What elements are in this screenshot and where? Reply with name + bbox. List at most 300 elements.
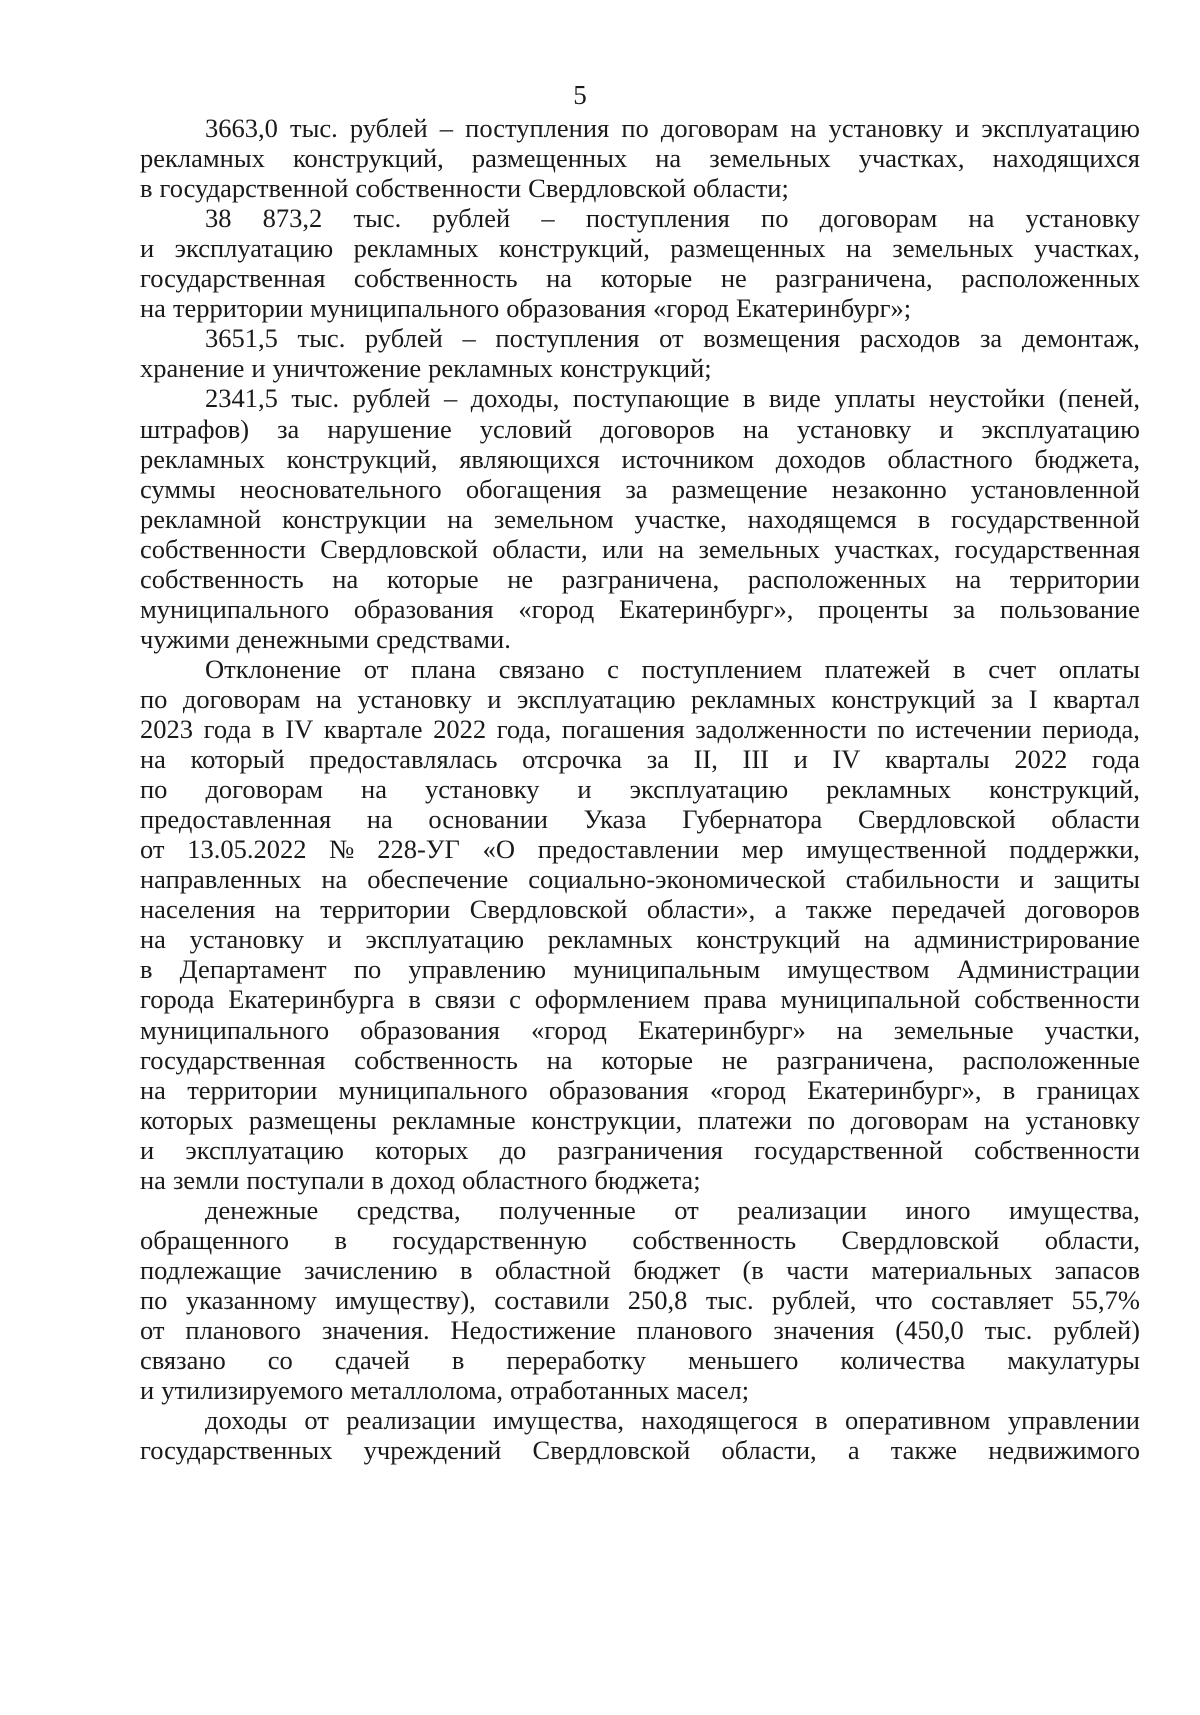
word: II, (693, 744, 718, 774)
word: рекламных (353, 233, 479, 263)
word: собственности (974, 1135, 1140, 1165)
word: рекламные (392, 1105, 516, 1135)
word: неосновательного (239, 474, 442, 504)
word: имущества, (493, 1405, 624, 1435)
word: и (793, 744, 808, 774)
word: что (874, 1285, 913, 1315)
word: установку (796, 414, 912, 444)
word: до (499, 1135, 527, 1165)
word: муниципального (338, 1075, 528, 1105)
word: тыс. (297, 323, 346, 353)
word: в (451, 1345, 465, 1375)
word: связано (140, 1345, 226, 1375)
word: эксплуатацию (174, 233, 334, 263)
word: установку (425, 774, 540, 804)
word: отработанных (510, 1375, 670, 1405)
word: установку (189, 924, 304, 954)
word: Свердловской (532, 1435, 691, 1465)
word: на (447, 504, 474, 534)
word: нарушение (327, 414, 452, 444)
word: плана (410, 654, 477, 684)
word: – (443, 383, 458, 413)
word: 228-УГ (377, 834, 460, 864)
word: и (955, 113, 970, 143)
word: города (140, 984, 215, 1014)
word: рублей (365, 323, 443, 353)
word: на (332, 564, 359, 594)
word: рекламных (826, 774, 952, 804)
word: по (140, 774, 168, 804)
word: установку (1025, 203, 1140, 233)
word: на (968, 203, 995, 233)
word: по (621, 113, 649, 143)
word: на (315, 684, 342, 714)
word: земельных (709, 143, 831, 173)
word: подлежащие (140, 1255, 282, 1285)
word: (пеней, (1058, 383, 1140, 413)
word: планового (185, 1315, 302, 1345)
word: государственную (392, 1225, 587, 1255)
word: собственности (355, 173, 522, 203)
word: договорам (850, 1105, 969, 1135)
word: государственная (954, 534, 1140, 564)
word: собственность (354, 1045, 518, 1075)
word: населения (140, 894, 256, 924)
text-line (140, 1164, 1140, 1196)
word: меньшего (687, 1345, 799, 1375)
word: защиты (1053, 864, 1140, 894)
word: пользование (999, 594, 1140, 624)
word: эксплуатацию (516, 684, 676, 714)
word: на (366, 804, 393, 834)
word: средства, (356, 1195, 461, 1225)
word: суммы (140, 474, 216, 504)
word: материальных (871, 1255, 1033, 1285)
word: части (786, 1255, 849, 1285)
word: квартал (1053, 684, 1140, 714)
word: мер (741, 834, 784, 864)
word: и (327, 924, 342, 954)
word: Свердловской (857, 804, 1016, 834)
word: тыс. (353, 203, 402, 233)
word: образования (506, 293, 646, 323)
word: а (774, 894, 787, 924)
word: за (646, 744, 669, 774)
word: от (674, 1195, 699, 1225)
word: собственность (353, 263, 518, 293)
word: договорам (660, 113, 779, 143)
word: области, (1044, 1225, 1140, 1255)
word: находящихся (992, 143, 1140, 173)
text-line (140, 1074, 1140, 1106)
text-line (140, 533, 1140, 565)
word: по (140, 684, 168, 714)
word: рублей (432, 203, 511, 233)
word: муниципального (140, 594, 330, 624)
word: и (140, 1375, 155, 1405)
text-line (140, 262, 1140, 294)
word: IV (832, 744, 861, 774)
word: связи (434, 984, 496, 1014)
word: земельном (493, 504, 614, 534)
word: поступления (585, 203, 730, 233)
text-line (205, 112, 1140, 144)
word: тыс. (291, 383, 340, 413)
word: незаконно (831, 474, 947, 504)
word: в (334, 1225, 347, 1255)
word: на (864, 924, 891, 954)
word: Екатеринбург», (807, 1075, 982, 1105)
word: участки, (1044, 1015, 1140, 1045)
word: который (190, 744, 285, 774)
word: размещение (671, 474, 808, 504)
word: на (140, 1165, 166, 1195)
text-line (205, 382, 1140, 414)
word: расположенные (962, 1045, 1140, 1075)
word: и (487, 684, 502, 714)
word: рублей (349, 113, 428, 143)
word: реализации (346, 1405, 476, 1435)
word: учреждений (363, 1435, 502, 1465)
word: территории (1009, 564, 1140, 594)
word: конструкций, (989, 774, 1140, 804)
word: сдачей (334, 1345, 410, 1375)
text-line (140, 593, 1140, 625)
word: участке, (634, 504, 727, 534)
word: истечении (915, 714, 1032, 744)
text-line (140, 923, 1140, 955)
word: кварталы (885, 744, 990, 774)
word: поступления (495, 323, 640, 353)
word: на (845, 233, 872, 263)
word: переработку (506, 1345, 647, 1375)
word: также (890, 1435, 958, 1465)
word: направленных (140, 864, 302, 894)
word: договорам (182, 684, 301, 714)
word: размещенных (471, 143, 628, 173)
word: макулатуры (1007, 1345, 1140, 1375)
word: 2341,5 (205, 383, 278, 413)
word: на (140, 924, 166, 954)
word: не (507, 564, 534, 594)
text-line (140, 352, 1140, 384)
word: бюджета, (1034, 444, 1140, 474)
word: и (140, 1135, 155, 1165)
word: платежи (697, 1105, 793, 1135)
text-line (140, 1434, 1140, 1466)
word: рублей, (772, 1285, 857, 1315)
word: 3663,0 (205, 113, 278, 143)
word: 2023 (140, 714, 193, 744)
word: земельные (893, 1015, 1014, 1045)
word: Свердловской (528, 173, 686, 203)
word: за (979, 323, 1003, 353)
word: – (541, 203, 555, 233)
word: администрирование (913, 924, 1140, 954)
word: в (917, 504, 931, 534)
word: 873,2 (262, 203, 323, 233)
word: виде (768, 383, 821, 413)
word: за (277, 414, 300, 444)
word: штрафов) (140, 414, 250, 444)
word: Екатеринбурга (228, 984, 395, 1014)
word: доходы (205, 1405, 288, 1435)
word: на (955, 564, 982, 594)
word: доходов (775, 444, 866, 474)
word: Отклонение (205, 654, 342, 684)
text-line (140, 413, 1140, 445)
word: установленной (970, 474, 1140, 504)
text-line (140, 1314, 1140, 1346)
word: муниципального (140, 1015, 330, 1045)
word: в (262, 714, 275, 744)
word: (в (742, 1255, 764, 1285)
word: проценты (818, 594, 929, 624)
word: планового (636, 1315, 753, 1345)
word: предоставленная (140, 804, 332, 834)
word: в (140, 954, 153, 984)
word: разграничения (557, 1135, 723, 1165)
text-line (140, 713, 1140, 745)
word: собственность (632, 1225, 797, 1255)
word: за (991, 684, 1014, 714)
text-line (140, 503, 1140, 535)
text-line (205, 653, 1140, 685)
word: от (659, 323, 684, 353)
text-line (205, 202, 1140, 234)
word: в (408, 984, 421, 1014)
word: от (304, 1405, 329, 1435)
word: количества (840, 1345, 966, 1375)
word: конструкций, (292, 143, 444, 173)
word: уничтожение (272, 353, 422, 383)
word: и (939, 414, 954, 444)
word: областной (494, 1255, 611, 1285)
word: собственность (140, 564, 304, 594)
word: земли (172, 1165, 240, 1195)
word: за (625, 474, 648, 504)
word: значения. (321, 1315, 430, 1345)
word: и (251, 353, 266, 383)
word: области, (721, 1435, 817, 1465)
word: 2022 (433, 714, 487, 744)
word: рекламной (140, 504, 262, 534)
word: эксплуатацию (365, 924, 525, 954)
word: участках, (834, 534, 941, 564)
word: Департамент (179, 954, 327, 984)
word: областного (887, 444, 1013, 474)
word: поступлением (641, 654, 802, 684)
word: III (742, 744, 769, 774)
text-line (140, 292, 1140, 324)
word: в (953, 654, 966, 684)
word: источником (621, 444, 754, 474)
text-line (140, 1014, 1140, 1046)
word: на (790, 113, 817, 143)
word: реализации (737, 1195, 867, 1225)
word: государственная (140, 263, 326, 293)
word: Свердловской (320, 534, 478, 564)
word: разграничена, (775, 263, 933, 293)
word: обогащения (465, 474, 602, 504)
word: области», (646, 894, 756, 924)
word: размещенных (670, 233, 826, 263)
text-line (140, 1134, 1140, 1166)
word: с (607, 654, 619, 684)
word: управлению (408, 954, 547, 984)
word: квартале (323, 714, 423, 744)
text-line (140, 172, 1140, 204)
word: разграничена, (776, 1045, 934, 1075)
word: не (720, 263, 747, 293)
word: области; (692, 173, 789, 203)
word: эксплуатацию (629, 774, 789, 804)
word: Указа (583, 804, 647, 834)
word: Свердловской (469, 894, 628, 924)
word: в (1002, 1075, 1016, 1105)
word: не (721, 1045, 748, 1075)
word: обращенного (140, 1225, 289, 1255)
word: и (140, 233, 155, 263)
word: установку (1025, 1105, 1140, 1135)
word: социально-экономической (528, 864, 826, 894)
word: составляет (931, 1285, 1054, 1315)
word: муниципальной (780, 984, 961, 1014)
text-line (140, 1284, 1140, 1316)
word: Екатеринбург» (637, 1015, 806, 1045)
word: недвижимого (988, 1435, 1140, 1465)
text-line (140, 833, 1140, 865)
text-line (140, 443, 1140, 475)
word: государственная (140, 1045, 326, 1075)
word: «город (653, 293, 729, 323)
word: Губернатора (682, 804, 823, 834)
word: области, (492, 534, 588, 564)
word: составили (494, 1285, 610, 1315)
word: которые (601, 1045, 693, 1075)
word: участках, (1034, 233, 1140, 263)
page-number: 5 (573, 80, 587, 110)
word: земельных (698, 534, 820, 564)
word: имуществом (787, 954, 930, 984)
word: «город (709, 1075, 786, 1105)
word: в (815, 1405, 828, 1435)
word: тыс. (984, 1315, 1033, 1345)
word: которые (600, 263, 693, 293)
word: являющихся (459, 444, 600, 474)
word: на (274, 894, 301, 924)
word: на (655, 143, 682, 173)
text-line (140, 1344, 1140, 1376)
word: конструкции, (531, 1105, 683, 1135)
word: на (546, 1045, 573, 1075)
word: «город (518, 594, 595, 624)
word: утилизируемого (161, 1375, 344, 1405)
word: со (267, 1345, 293, 1375)
word: на (361, 774, 387, 804)
text-line (205, 322, 1140, 354)
word: установку (357, 684, 472, 714)
word: на (658, 534, 685, 564)
word: – (462, 323, 476, 353)
word: значения (773, 1315, 875, 1345)
text-line (140, 1254, 1140, 1286)
word: рекламных (140, 444, 265, 474)
word: возмещения (703, 323, 841, 353)
word: связано (498, 654, 585, 684)
word: тыс. (289, 113, 338, 143)
word: на (140, 1075, 166, 1105)
word: управлении (1007, 1405, 1140, 1435)
word: 3651,5 (205, 323, 278, 353)
word: по (140, 1285, 168, 1315)
word: области (1051, 804, 1140, 834)
word: с (509, 984, 521, 1014)
word: находящегося (641, 1405, 798, 1435)
word: на (742, 414, 769, 444)
word: государственной (951, 504, 1140, 534)
text-line (140, 1044, 1140, 1076)
word: бюджет (633, 1255, 721, 1285)
word: в (371, 1165, 384, 1195)
word: задолженности (695, 714, 867, 744)
word: также (805, 894, 873, 924)
word: бюджета; (594, 1165, 701, 1195)
text-line (140, 1374, 1140, 1406)
word: а (847, 1435, 860, 1465)
word: и (1019, 864, 1034, 894)
word: по (761, 203, 789, 233)
word: находящемся (747, 504, 897, 534)
word: 250,8 (627, 1285, 688, 1315)
word: расположенных (961, 263, 1140, 293)
word: на (546, 263, 573, 293)
word: зачислению (303, 1255, 438, 1285)
word: тыс. (705, 1285, 754, 1315)
word: поступления (465, 113, 610, 143)
word: на (983, 1105, 1010, 1135)
text-line (140, 743, 1140, 775)
word: поддержки, (1009, 834, 1140, 864)
word: рублей) (1053, 1315, 1140, 1345)
word: 13.05.2022 (187, 834, 307, 864)
word: рекламных (140, 143, 265, 173)
word: территории (187, 1075, 318, 1105)
word: хранение (140, 353, 245, 383)
word: платежей (824, 654, 931, 684)
word: договоров (1025, 894, 1140, 924)
word: конструкций, (286, 444, 438, 474)
word: Екатеринбург»; (735, 293, 912, 323)
word: указанному (185, 1285, 317, 1315)
word: уплаты (834, 383, 916, 413)
word: оплаты (1058, 654, 1140, 684)
word: эксплуатацию (981, 113, 1140, 143)
text-line (140, 142, 1140, 174)
word: неустойки (928, 383, 1045, 413)
word: эксплуатацию (185, 1135, 344, 1165)
word: стабильности (845, 864, 1000, 894)
word: иного (905, 1195, 971, 1225)
word: имущества, (1009, 1195, 1140, 1225)
word: рублей (352, 383, 431, 413)
text-line (140, 1224, 1140, 1256)
word: по (353, 954, 382, 984)
word: муниципального (310, 293, 500, 323)
word: конструкций; (560, 353, 712, 383)
word: Недостижение (450, 1315, 616, 1345)
word: размещены (248, 1105, 377, 1135)
